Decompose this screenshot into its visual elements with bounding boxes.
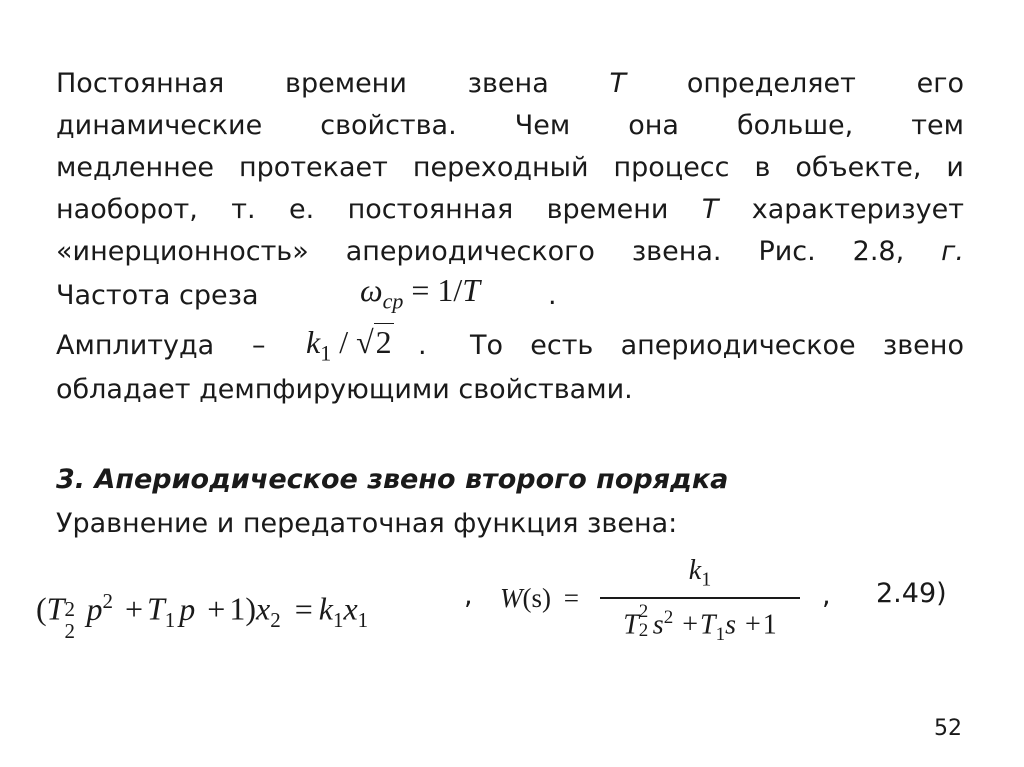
den-s2: s <box>725 609 736 641</box>
amp-two: 2 <box>375 324 392 360</box>
word: 2.8, <box>852 236 905 267</box>
amp-slash: / <box>339 324 349 360</box>
cutoff-T: T <box>462 272 481 308</box>
eq-p: p <box>86 590 103 627</box>
eq-k: k <box>318 590 333 627</box>
amp-k-sub: 1 <box>320 340 332 366</box>
paragraph-line-3 <box>56 148 964 188</box>
section-heading: 3. Апериодическое звено второго порядка <box>56 464 729 495</box>
word: протекает <box>239 152 388 183</box>
num-k-sub: 1 <box>701 568 712 591</box>
den-plus2: + <box>744 609 761 641</box>
cutoff-label: Частота среза <box>56 280 259 311</box>
word: времени <box>285 68 407 99</box>
paragraph-line-1 <box>56 64 964 104</box>
word: характеризует <box>751 194 964 225</box>
sqrt-icon: √ <box>356 324 374 360</box>
eq-plus2: + <box>207 590 226 627</box>
den-T-sup: 2 <box>638 601 649 623</box>
den-one: 1 <box>762 609 777 641</box>
eq-x-sub: 2 <box>270 608 281 633</box>
word: его <box>916 68 964 99</box>
eq-one-close: 1) <box>229 590 256 627</box>
word: переходный <box>412 152 589 183</box>
eq-T1-sub: 1 <box>164 608 176 633</box>
amp-k: k <box>306 324 321 360</box>
den-T: T <box>623 609 639 641</box>
amplitude-dot: . <box>418 330 427 361</box>
den-T1-sub: 1 <box>715 623 726 645</box>
word: в <box>754 152 771 183</box>
word: свойства. <box>320 110 457 141</box>
word: динамические <box>56 110 263 141</box>
eq-T-sup: 2 <box>64 596 75 621</box>
cutoff-dot: . <box>548 280 557 311</box>
word: определяет <box>686 68 856 99</box>
differential-equation <box>36 576 368 645</box>
word: Постоянная <box>56 68 225 99</box>
eq-equals: = <box>294 590 313 627</box>
amplitude-rest <box>470 326 964 366</box>
word: звена <box>467 68 549 99</box>
cutoff-formula <box>360 270 480 321</box>
den-T1: T <box>700 609 716 641</box>
cutoff-equals: = 1/ <box>411 272 463 308</box>
word: звено <box>882 330 964 361</box>
transfer-lhs <box>500 578 579 618</box>
equation-number: 2.49) <box>876 578 947 609</box>
fraction-bar <box>600 597 800 599</box>
eq-comma-1: , <box>464 580 473 611</box>
eq-p2: p <box>179 590 196 627</box>
W-arg: (s) <box>522 583 551 613</box>
fraction-denominator <box>600 601 800 646</box>
word: тем <box>911 110 964 141</box>
fraction-numerator <box>600 555 800 592</box>
word: медленнее <box>56 152 215 183</box>
eq-plus: + <box>124 590 143 627</box>
amplitude-dash: – <box>252 330 266 361</box>
eq-comma-2: , <box>822 580 831 611</box>
word: наоборот, <box>56 194 198 225</box>
word: больше, <box>737 110 854 141</box>
word: Чем <box>514 110 571 141</box>
section-subtitle: Уравнение и передаточная функция звена: <box>56 508 678 539</box>
page-number: 52 <box>934 716 962 741</box>
word: есть <box>530 330 594 361</box>
word-figure-letter: г. <box>941 236 964 267</box>
den-s: s <box>652 609 664 641</box>
eq-x1: x <box>343 590 358 627</box>
amplitude-label: Амплитуда <box>56 330 215 361</box>
word: т. <box>231 194 256 225</box>
word: процесс <box>613 152 730 183</box>
word: постоянная <box>347 194 514 225</box>
omega-symbol: ω <box>360 272 383 308</box>
word: Рис. <box>758 236 816 267</box>
num-k: k <box>688 555 702 586</box>
W-symbol: W <box>500 583 523 613</box>
paragraph-line-2 <box>56 106 964 146</box>
W-equals: = <box>563 583 579 613</box>
paragraph-line-8: обладает демпфирующими свойствами. <box>56 374 633 405</box>
paren-open: ( <box>36 590 47 627</box>
eq-T-sub: 2 <box>64 618 75 643</box>
eq-x: x <box>256 590 271 627</box>
word: «инерционность» <box>56 236 309 267</box>
transfer-fraction <box>600 555 800 655</box>
word: и <box>946 152 964 183</box>
omega-subscript: cp <box>382 288 404 314</box>
variable-T: T <box>701 194 719 225</box>
variable-T: T <box>609 68 627 99</box>
eq-T1: T <box>147 590 165 627</box>
eq-k-sub: 1 <box>332 608 344 633</box>
eq-T: T <box>46 590 65 627</box>
word: времени <box>546 194 669 225</box>
word: е. <box>288 194 315 225</box>
den-plus: + <box>682 609 698 641</box>
den-s-sup: 2 <box>663 607 674 628</box>
amplitude-formula <box>306 322 394 373</box>
word: звена. <box>631 236 722 267</box>
eq-x1-sub: 1 <box>357 608 369 633</box>
den-T-sub: 2 <box>638 620 649 642</box>
word: объекте, <box>795 152 922 183</box>
paragraph-line-5 <box>56 232 964 272</box>
paragraph-line-4 <box>56 190 964 230</box>
word: апериодического <box>345 236 595 267</box>
word: апериодическое <box>620 330 856 361</box>
word: То <box>470 330 504 361</box>
word: она <box>628 110 679 141</box>
eq-p-sup: 2 <box>102 589 113 613</box>
